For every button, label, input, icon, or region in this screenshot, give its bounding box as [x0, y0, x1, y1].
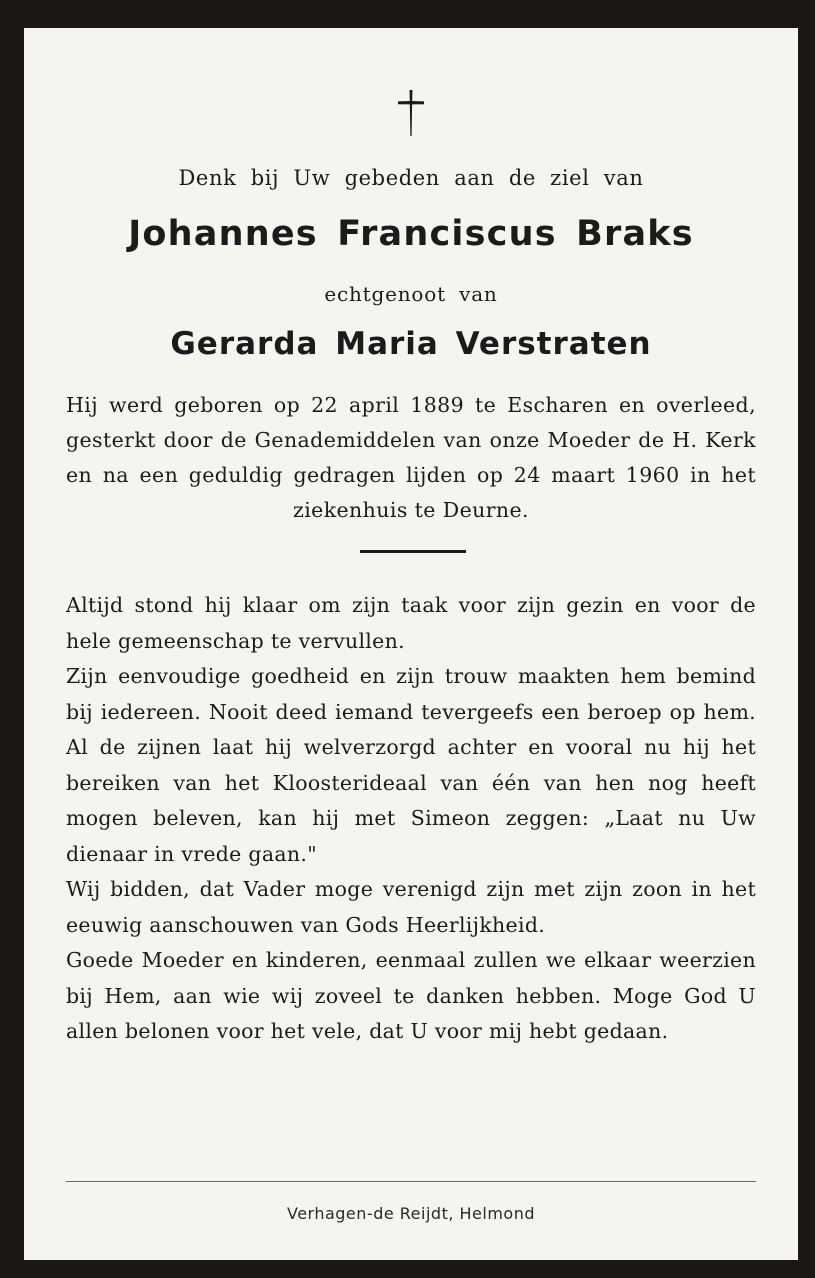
biography: Hij werd geboren op 22 april 1889 te Escharen en overleed, gesterkt door de Genademiddelen van onze Moeder de H. Kerk en na een geduldig gedragen lijden op 24 maart 1960 in het ziekenhuis te Deurne.: [66, 393, 756, 522]
printer-credit: Verhagen-de Reijdt, Helmond: [286, 1204, 535, 1223]
memorial-card: [24, 28, 798, 1260]
cross-icon: [24, 88, 798, 138]
paragraph: Goede Moeder en kinderen, eenmaal zullen we elkaar weerzien bij Hem, aan wie wij zoveel te danken hebben. Moge God U allen belonen voor het vele, dat U voor mij hebt gedaan.: [66, 948, 756, 1043]
deceased-name: Johannes Franciscus Braks: [128, 214, 694, 254]
intro-line: Denk bij Uw gebeden aan de ziel van: [178, 166, 644, 190]
divider-rule: [360, 550, 466, 553]
spouse-name: Gerarda Maria Verstraten: [170, 326, 652, 362]
paragraph: Zijn eenvoudige goedheid en zijn trouw maakten hem bemind bij iedereen. Nooit deed iemand tevergeefs een beroep op hem. Al de zijnen laat hij welverzorgd achter en vooral nu hij het bereiken van het Kloosterideaal van één van hen nog heeft mogen beleven, kan hij met Simeon zeggen: „Laat nu Uw dienaar in vrede gaan.": [66, 664, 756, 866]
memorial-text: [66, 588, 756, 1050]
spouse-label: echtgenoot van: [324, 282, 498, 306]
paragraph: Wij bidden, dat Vader moge verenigd zijn met zijn zoon in het eeuwig aanschouwen van Gods Heerlijkheid.: [66, 877, 756, 937]
paragraph: Altijd stond hij klaar om zijn taak voor zijn gezin en voor de hele gemeenschap te vervullen.: [66, 593, 756, 653]
footer-rule: [66, 1181, 756, 1182]
